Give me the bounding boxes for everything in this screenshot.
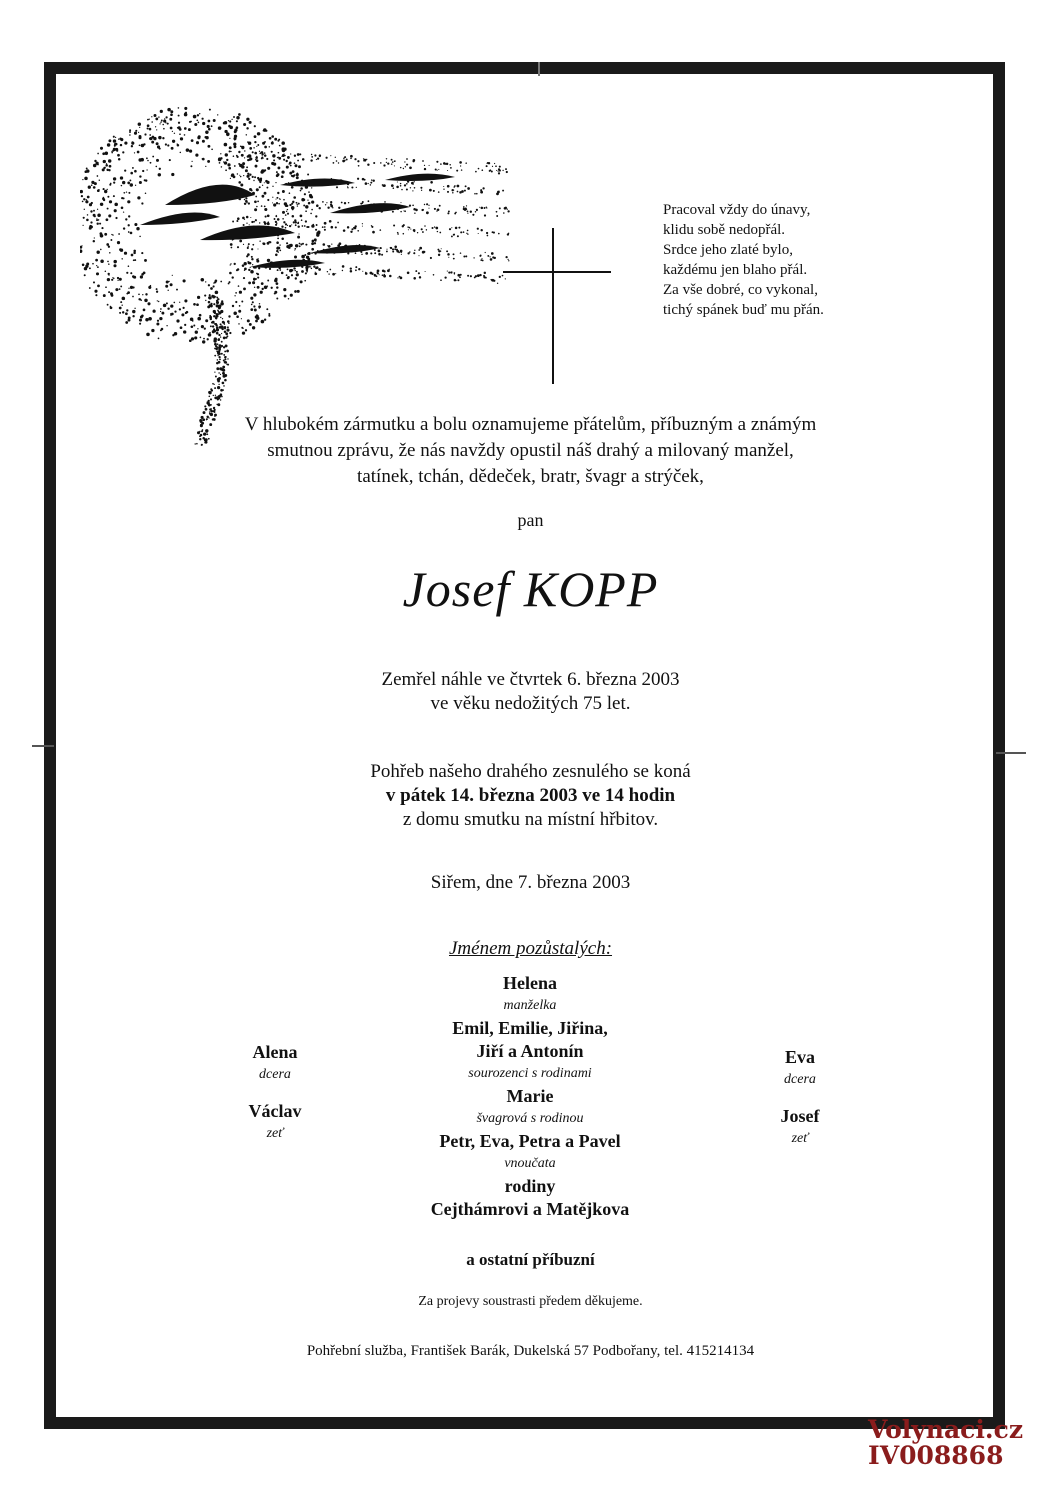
funeral-datetime: v pátek 14. března 2003 ve 14 hodin [385, 785, 676, 806]
family-name: Emil, Emilie, Jiřina, [452, 1018, 608, 1038]
announcement-line: V hlubokém zármutku a bolu oznamujeme přátelům, příbuzným a známým [244, 414, 817, 435]
poem-line: tichý spánek buď mu přán. [663, 302, 824, 318]
watermark-site: Volynaci.cz [868, 1415, 1024, 1444]
poem-line: klidu sobě nedopřál. [663, 222, 786, 238]
family-relation: zeť [791, 1131, 809, 1146]
honorific: pan [517, 510, 544, 530]
family-name: Cejthámrovi a Matějkova [430, 1199, 630, 1219]
poem-line: Pracoval vždy do únavy, [663, 202, 811, 218]
sunset-illustration [80, 85, 540, 465]
funeral-service-info: Pohřební služba, František Barák, Dukelská 57 Podbořany, tel. 415214134 [306, 1343, 755, 1359]
fold-mark-right [996, 752, 1026, 754]
family-name: Alena [252, 1042, 298, 1062]
family-name: Václav [248, 1101, 302, 1121]
other-relatives: a ostatní příbuzní [466, 1250, 595, 1269]
deceased-name: Josef KOPP [402, 561, 659, 617]
funeral-intro: Pohřeb našeho drahého zesnulého se koná [370, 761, 691, 782]
place-date: Siřem, dne 7. března 2003 [430, 872, 631, 893]
announcement-text [100, 412, 961, 490]
family-relation: dcera [259, 1067, 291, 1082]
poem-line: Za vše dobré, co vykonal, [663, 282, 818, 298]
funeral-info [100, 760, 961, 832]
death-age: ve věku nedožitých 75 let. [430, 693, 631, 714]
family-name: Petr, Eva, Petra a Pavel [439, 1131, 621, 1151]
death-info [100, 668, 961, 716]
family-relation: švagrová s rodinou [476, 1111, 584, 1126]
family-left-list [200, 1041, 350, 1145]
family-relation: sourozenci s rodinami [468, 1066, 592, 1081]
death-date: Zemřel náhle ve čtvrtek 6. března 2003 [381, 669, 680, 690]
family-name: Helena [503, 973, 557, 993]
on-behalf-heading: Jménem pozůstalých: [448, 938, 613, 959]
family-name: Jiří a Antonín [476, 1041, 584, 1061]
family-name: rodiny [504, 1176, 556, 1196]
announcement-line: tatínek, tchán, dědeček, bratr, švagr a strýček, [357, 466, 704, 487]
family-name: Josef [780, 1106, 820, 1126]
fold-mark-left [32, 745, 54, 747]
cross-symbol [503, 228, 613, 384]
funeral-location: z domu smutku na místní hřbitov. [402, 809, 659, 830]
family-name: Eva [784, 1047, 815, 1067]
family-name: Marie [506, 1086, 554, 1106]
memorial-poem [663, 200, 913, 320]
source-watermark [868, 1417, 1023, 1469]
family-right-list [730, 1046, 870, 1150]
family-relation: dcera [784, 1072, 816, 1087]
family-relation: vnoučata [504, 1156, 556, 1171]
poem-line: každému jen blaho přál. [663, 262, 808, 278]
announcement-line: smutnou zprávu, že nás navždy opustil náš drahý a milovaný manžel, [267, 440, 794, 461]
poem-line: Srdce jeho zlaté bylo, [663, 242, 793, 258]
family-relation: manželka [503, 998, 557, 1013]
family-relation: zeť [266, 1126, 284, 1141]
thanks-note: Za projevy soustrasti předem děkujeme. [418, 1294, 643, 1309]
watermark-id: IV008868 [868, 1441, 1004, 1470]
fold-mark-top [538, 62, 540, 76]
family-center-list [330, 972, 730, 1221]
